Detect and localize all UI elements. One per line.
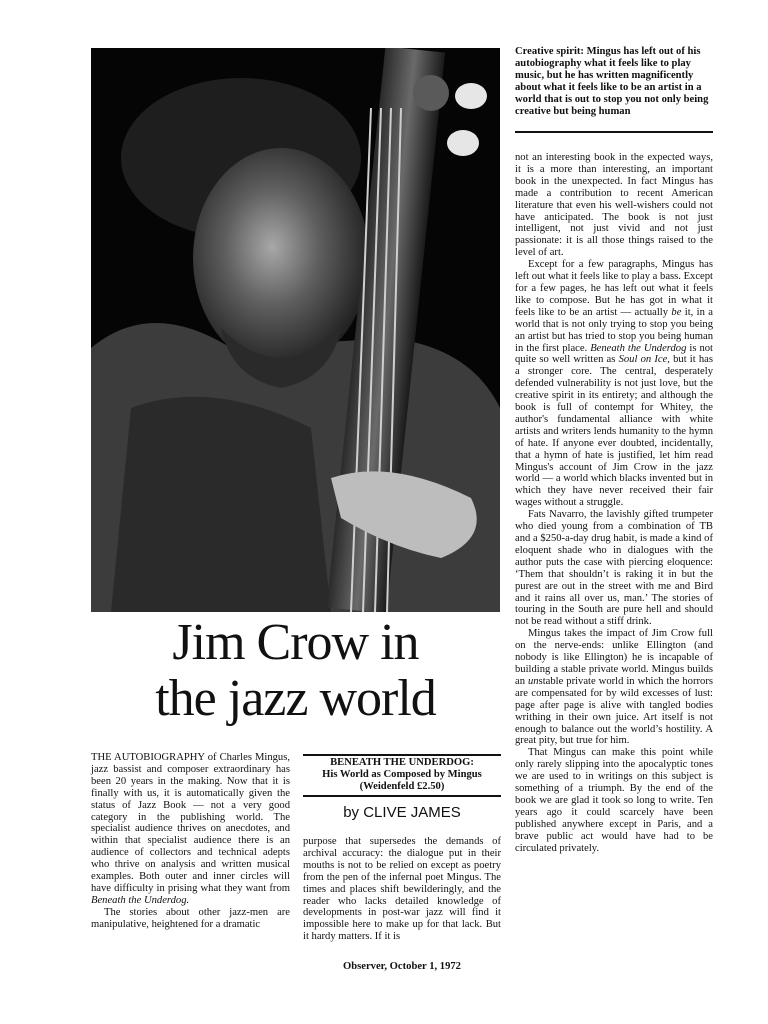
paragraph: Fats Navarro, the lavishly gifted trumpeter who died young from a combination of TB and a $250-a-day drug habit, is made a kind of eloquent shade who in dialogues with the author puts the case with piercing eloquence: ‘Them that shouldn’t is raking it in but the purest are out in the street with me and Bird and it rains all over us, man.’ The stories of touring in the South are pure hell and should not be read without a stiff drink.: [515, 509, 713, 628]
paragraph: purpose that supersedes the demands of archival accuracy: the dialogue put in their mouths is not to be relied on except as poetry from the pen of the infernal poet Mingus. The times and places shift bewilderingly, and the reader who lacks detailed knowledge of developments in post-war jazz will find it impossible here to make up for that lack. But it hardy matters. If it is: [303, 836, 501, 943]
caption-divider: [515, 131, 713, 133]
book-box-top-rule: [303, 754, 501, 756]
book-publisher: (Weidenfeld £2.50): [359, 781, 445, 792]
paragraph: THE AUTOBIOGRAPHY of Charles Mingus, jazz bassist and composer extraordinary has been 20 years in the making. Now that it is finally with us, it is automatically given the status of Jazz Book — not a very good category in the publishing world. The specialist audience thrives on anecdotes, and within that specialist audience there is an audience of collectors and technical adepts who thrive on analysis and written musical examples. Both outer and inner circles will have difficulty in prising what they want from Beneath the Underdog.: [91, 752, 290, 906]
headline-line-2: the jazz world: [155, 670, 436, 727]
article-headline: [91, 615, 500, 727]
book-details: [303, 769, 501, 793]
book-box-bottom-rule: [303, 795, 501, 797]
paragraph: The stories about other jazz-men are manipulative, heightened for a dramatic: [91, 906, 290, 930]
photo-caption: Creative spirit: Mingus has left out of his autobiography what it feels like to play music, but he has written magnificently about what it feels like to be an artist in a world that is out to stop you not only being creative but being human: [515, 46, 709, 117]
book-title: BENEATH THE UNDERDOG:: [330, 757, 474, 768]
book-subtitle: His World as Composed by Mingus: [322, 769, 482, 780]
author-byline: by CLIVE JAMES: [343, 804, 461, 821]
publication-dateline: Observer, October 1, 1972: [343, 961, 461, 972]
paragraph: That Mingus can make this point while only rarely slipping into the apocalyptic tones we are used to in writings on this subject is something of a triumph. By the end of the book we are glad it took so long to write. Ten years ago it could scarcely have been published anywhere except in Paris, and a brave public act would have had to be circulated privately.: [515, 747, 713, 854]
headline-line-1: Jim Crow in: [172, 614, 419, 671]
paragraph: not an interesting book in the expected ways, it is a more than interesting, an important book in the unexpected. In fact Mingus has made a contribution to recent American literature that even his well-wishers could not have anticipated. The book is not just intelligent, not just vivid and not just passionate: it is all those things raised to the level of art.: [515, 152, 713, 259]
portrait-photo: [91, 48, 500, 612]
middle-column: [303, 836, 501, 943]
left-column: [91, 752, 290, 931]
right-column: [515, 152, 713, 854]
paragraph: Mingus takes the impact of Jim Crow full on the nerve-ends: unlike Ellington (and nobody is like Ellington) he is incapable of building a stable private world. Mingus builds an unstable private world in which the horrors are compensated for by wild excesses of lust: page after page is alive with tangled bodies writhing in their own juice. Art itself is not enough to balance out the world’s hostility. A great pity, but true for him.: [515, 628, 713, 747]
paragraph: Except for a few paragraphs, Mingus has left out what it feels like to play a bass. Except for a few pages, he has left out what it feels like to compose. But he has got in what it feels like to be an artist — actually be it, in a world that is not only trying to stop you being an artist but has tried to stop you being human in the first place. Beneath the Underdog is not quite so well written as Soul on Ice, but it has a stronger core. The central, desperately defended vulnerability is not just love, but the creative spirit in its entirety; and although the book is full of contempt for Whitey, the author's fundamental alliance with white artists and writers lends humanity to the hymn of hate. If anyone ever doubted, incidentally, that a hymn of hate is justified, let him read Mingus's account of Jim Crow in the jazz world — a world which blacks invented but in which they have never received their fair wages without a struggle.: [515, 259, 713, 509]
portrait-with-double-bass-image: [91, 48, 500, 612]
